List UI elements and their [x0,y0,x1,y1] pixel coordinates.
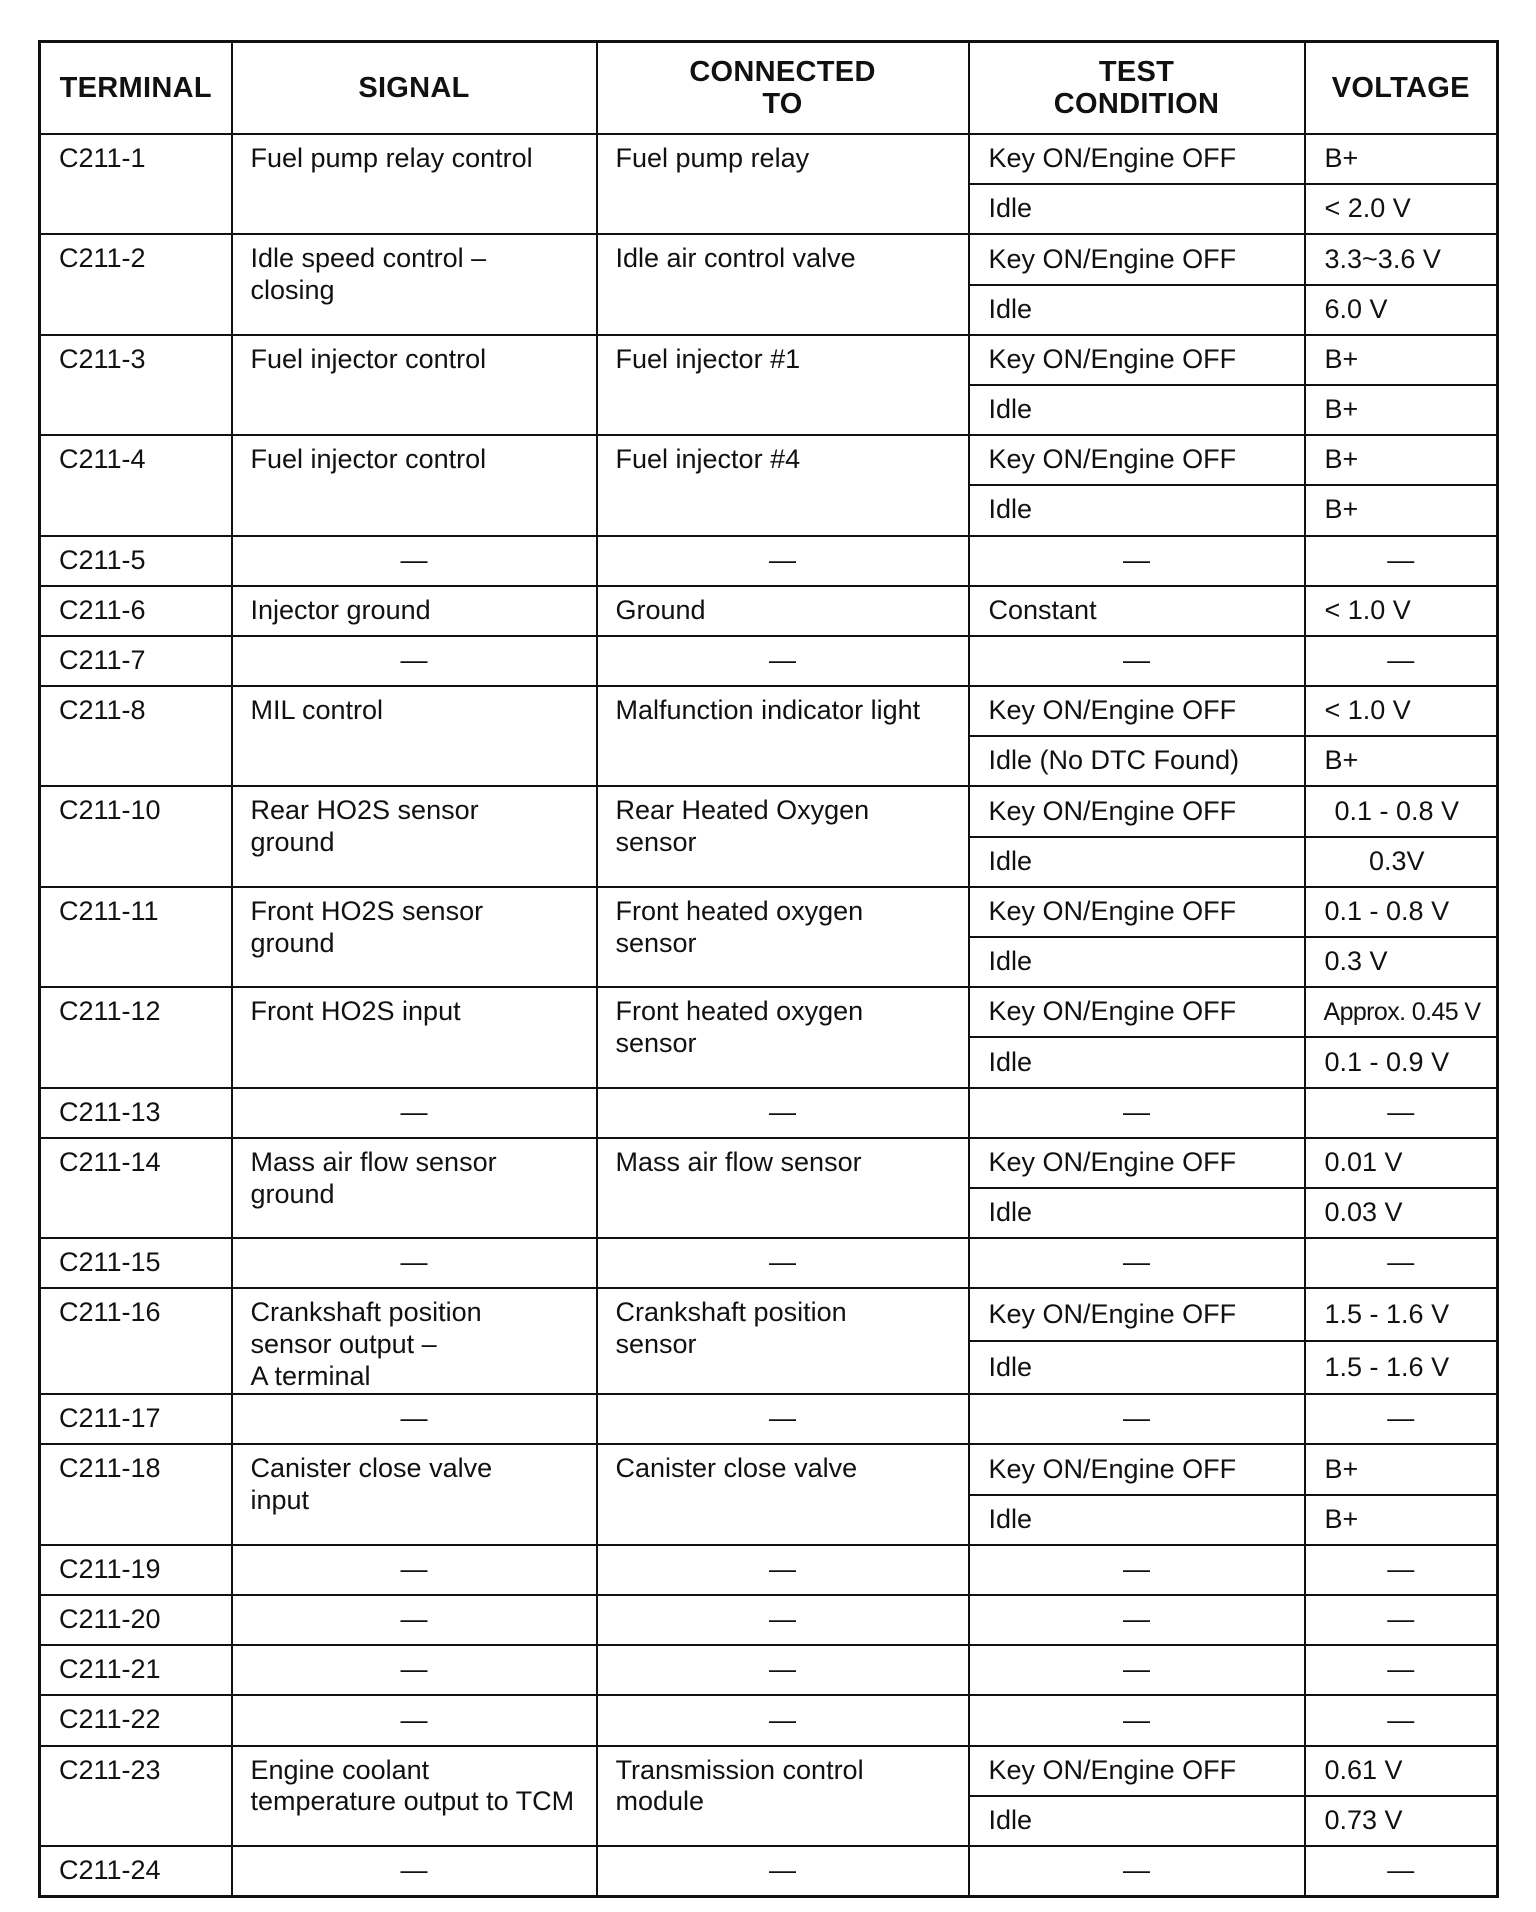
table-row [40,1846,1498,1897]
voltage-cell: Approx. 0.45 V [1305,987,1498,1037]
voltage-cell: < 1.0 V [1305,586,1498,636]
voltage-cell: — [1305,1695,1498,1745]
test-condition-cell: — [969,536,1305,586]
test-condition-cell: Idle [969,837,1305,887]
test-condition-cell: Idle [969,1796,1305,1846]
connected-to-cell: — [597,1088,969,1138]
signal-cell: — [232,1088,597,1138]
voltage-cell: 6.0 V [1305,285,1498,335]
test-condition-cell: Idle (No DTC Found) [969,736,1305,786]
test-condition-cell: Key ON/Engine OFF [969,786,1305,836]
terminal-cell: C211-11 [40,887,232,987]
test-condition-cell: Constant [969,586,1305,636]
terminal-cell: C211-6 [40,586,232,636]
header-signal: SIGNAL [232,42,597,135]
signal-cell: — [232,1545,597,1595]
test-condition-cell: Key ON/Engine OFF [969,1746,1305,1796]
table-row [40,1746,1498,1796]
terminal-cell: C211-12 [40,987,232,1087]
signal-cell: — [232,1238,597,1288]
terminal-cell: C211-16 [40,1288,232,1394]
header-test-condition: TEST CONDITION [969,42,1305,135]
terminal-cell: C211-23 [40,1746,232,1846]
connected-to-cell: Canister close valve [597,1444,969,1544]
signal-cell: — [232,1394,597,1444]
voltage-cell: B+ [1305,335,1498,385]
test-condition-cell: Key ON/Engine OFF [969,686,1305,736]
table-row [40,1695,1498,1745]
terminal-cell: C211-18 [40,1444,232,1544]
test-condition-cell: Key ON/Engine OFF [969,1288,1305,1341]
signal-cell: Rear HO2S sensor ground [232,786,597,886]
signal-cell: Fuel injector control [232,435,597,535]
table-row [40,134,1498,184]
voltage-cell: — [1305,1645,1498,1695]
voltage-cell: 3.3~3.6 V [1305,234,1498,284]
terminal-cell: C211-8 [40,686,232,786]
table-row [40,686,1498,736]
connected-to-cell: Fuel pump relay [597,134,969,234]
table-row [40,1394,1498,1444]
test-condition-cell: Key ON/Engine OFF [969,234,1305,284]
table-row [40,786,1498,836]
connected-to-cell: Fuel injector #1 [597,335,969,435]
signal-cell: Fuel injector control [232,335,597,435]
test-condition-cell: — [969,1238,1305,1288]
table-row [40,887,1498,937]
table-row [40,536,1498,586]
table-row [40,1595,1498,1645]
test-condition-cell: — [969,1846,1305,1897]
connected-to-cell: Front heated oxygen sensor [597,887,969,987]
table-row [40,1138,1498,1188]
test-condition-cell: Idle [969,184,1305,234]
connected-to-cell: Front heated oxygen sensor [597,987,969,1087]
table-row [40,987,1498,1037]
voltage-cell: B+ [1305,435,1498,485]
voltage-cell: B+ [1305,1444,1498,1494]
terminal-cell: C211-19 [40,1545,232,1595]
terminal-cell: C211-24 [40,1846,232,1897]
signal-cell: — [232,1595,597,1645]
terminal-cell: C211-13 [40,1088,232,1138]
test-condition-cell: — [969,1595,1305,1645]
voltage-cell: 0.1 - 0.8 V [1305,887,1498,937]
voltage-cell: — [1305,1846,1498,1897]
terminal-cell: C211-22 [40,1695,232,1745]
voltage-cell: — [1305,536,1498,586]
terminal-cell: C211-14 [40,1138,232,1238]
pin-voltage-table [38,40,1499,1898]
voltage-cell: B+ [1305,134,1498,184]
voltage-cell: 0.03 V [1305,1188,1498,1238]
table-row [40,1545,1498,1595]
test-condition-cell: — [969,1394,1305,1444]
table-body [40,134,1498,1897]
voltage-cell: B+ [1305,485,1498,535]
voltage-cell: B+ [1305,1495,1498,1545]
connected-to-cell: Crankshaft position sensor [597,1288,969,1394]
test-condition-cell: Idle [969,485,1305,535]
header-row [40,42,1498,135]
header-voltage: VOLTAGE [1305,42,1498,135]
table-row [40,435,1498,485]
voltage-cell: < 2.0 V [1305,184,1498,234]
voltage-cell: B+ [1305,385,1498,435]
test-condition-cell: — [969,1645,1305,1695]
connected-to-cell: Fuel injector #4 [597,435,969,535]
connected-to-cell: Mass air flow sensor [597,1138,969,1238]
voltage-cell: 0.61 V [1305,1746,1498,1796]
signal-cell: Mass air flow sensor ground [232,1138,597,1238]
voltage-cell: < 1.0 V [1305,686,1498,736]
table-row [40,1088,1498,1138]
terminal-cell: C211-10 [40,786,232,886]
table-row [40,335,1498,385]
signal-cell: — [232,636,597,686]
terminal-cell: C211-4 [40,435,232,535]
test-condition-cell: — [969,1088,1305,1138]
terminal-cell: C211-20 [40,1595,232,1645]
signal-cell: Fuel pump relay control [232,134,597,234]
signal-cell: Canister close valve input [232,1444,597,1544]
test-condition-cell: Idle [969,1341,1305,1394]
test-condition-cell: Key ON/Engine OFF [969,1444,1305,1494]
table-row [40,586,1498,636]
table-row [40,1444,1498,1494]
voltage-cell: — [1305,1088,1498,1138]
signal-cell: Idle speed control – closing [232,234,597,334]
voltage-cell: 0.1 - 0.9 V [1305,1037,1498,1087]
table-row [40,234,1498,284]
test-condition-cell: Key ON/Engine OFF [969,987,1305,1037]
voltage-cell: 0.3V [1305,837,1498,887]
test-condition-cell: Key ON/Engine OFF [969,335,1305,385]
connected-to-cell: — [597,1846,969,1897]
voltage-cell: B+ [1305,736,1498,786]
test-condition-cell: — [969,1695,1305,1745]
voltage-cell: — [1305,1394,1498,1444]
table-row [40,1238,1498,1288]
voltage-cell: 1.5 - 1.6 V [1305,1341,1498,1394]
test-condition-cell: Key ON/Engine OFF [969,887,1305,937]
signal-cell: — [232,1645,597,1695]
test-condition-cell: — [969,636,1305,686]
voltage-cell: — [1305,636,1498,686]
signal-cell: Front HO2S input [232,987,597,1087]
voltage-cell: — [1305,1595,1498,1645]
header-connected-to: CONNECTED TO [597,42,969,135]
connected-to-cell: Rear Heated Oxygen sensor [597,786,969,886]
voltage-cell: 0.73 V [1305,1796,1498,1846]
terminal-cell: C211-21 [40,1645,232,1695]
test-condition-cell: Idle [969,285,1305,335]
pin-voltage-table-container [38,40,1496,1898]
connected-to-cell: — [597,1695,969,1745]
table-row [40,1645,1498,1695]
test-condition-cell: Key ON/Engine OFF [969,435,1305,485]
connected-to-cell: Malfunction indicator light [597,686,969,786]
terminal-cell: C211-3 [40,335,232,435]
voltage-cell: 0.1 - 0.8 V [1305,786,1498,836]
test-condition-cell: Key ON/Engine OFF [969,134,1305,184]
test-condition-cell: Idle [969,385,1305,435]
table-row [40,636,1498,686]
header-terminal: TERMINAL [40,42,232,135]
terminal-cell: C211-15 [40,1238,232,1288]
table-row [40,1288,1498,1341]
test-condition-cell: Idle [969,1495,1305,1545]
terminal-cell: C211-2 [40,234,232,334]
terminal-cell: C211-1 [40,134,232,234]
voltage-cell: 1.5 - 1.6 V [1305,1288,1498,1341]
test-condition-cell: Key ON/Engine OFF [969,1138,1305,1188]
connected-to-cell: — [597,536,969,586]
signal-cell: Injector ground [232,586,597,636]
signal-cell: Engine coolant temperature output to TCM [232,1746,597,1846]
connected-to-cell: Transmission control module [597,1746,969,1846]
test-condition-cell: — [969,1545,1305,1595]
connected-to-cell: — [597,1595,969,1645]
voltage-cell: — [1305,1545,1498,1595]
voltage-cell: 0.3 V [1305,937,1498,987]
connected-to-cell: Idle air control valve [597,234,969,334]
test-condition-cell: Idle [969,1037,1305,1087]
signal-cell: Front HO2S sensor ground [232,887,597,987]
test-condition-cell: Idle [969,937,1305,987]
signal-cell: Crankshaft position sensor output – A terminal [232,1288,597,1394]
signal-cell: — [232,536,597,586]
connected-to-cell: — [597,1545,969,1595]
signal-cell: — [232,1695,597,1745]
terminal-cell: C211-17 [40,1394,232,1444]
connected-to-cell: — [597,1394,969,1444]
connected-to-cell: — [597,1645,969,1695]
voltage-cell: — [1305,1238,1498,1288]
terminal-cell: C211-7 [40,636,232,686]
connected-to-cell: Ground [597,586,969,636]
voltage-cell: 0.01 V [1305,1138,1498,1188]
connected-to-cell: — [597,636,969,686]
connected-to-cell: — [597,1238,969,1288]
test-condition-cell: Idle [969,1188,1305,1238]
terminal-cell: C211-5 [40,536,232,586]
signal-cell: — [232,1846,597,1897]
signal-cell: MIL control [232,686,597,786]
